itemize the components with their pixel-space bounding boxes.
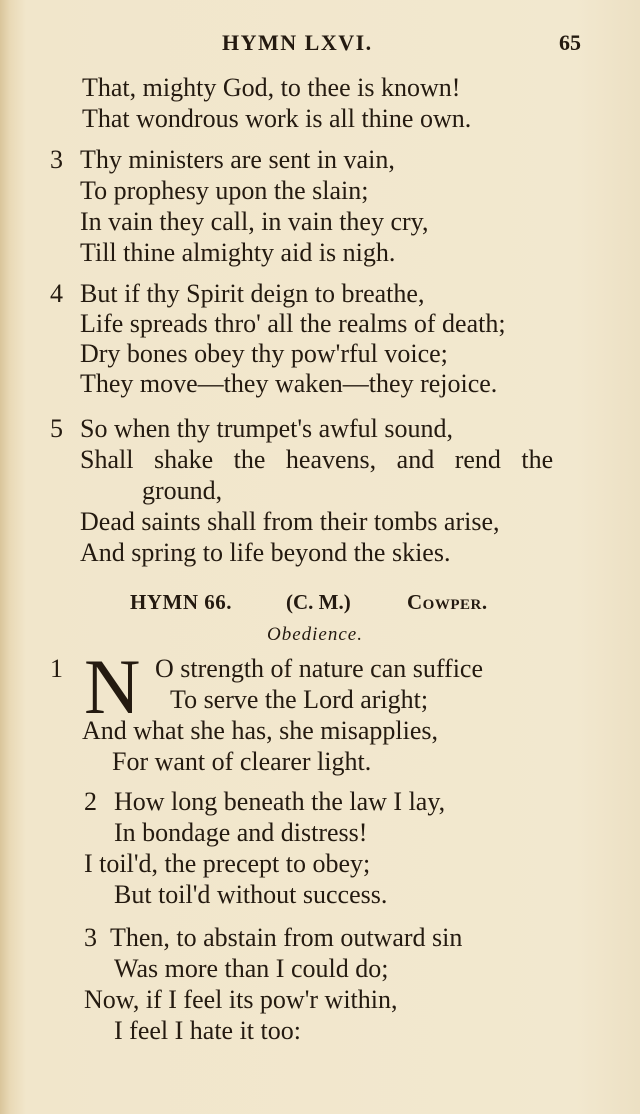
verse-line: I feel I hate it too: — [114, 1016, 301, 1045]
verse-line: To serve the Lord aright; — [170, 685, 429, 714]
verse-line: That, mighty God, to thee is known! — [82, 73, 461, 102]
verse-line: Shall shake the heavens, and rend the — [80, 445, 554, 474]
stanza-number: 4 — [50, 279, 63, 308]
hymn-meter: (C. M.) — [286, 590, 351, 614]
verse-line: How long beneath the law I lay, — [114, 787, 446, 816]
verse-line: But toil'd without success. — [114, 880, 388, 909]
verse-line: They move—they waken—they rejoice. — [80, 369, 498, 398]
hymn-heading — [0, 590, 640, 620]
verse-line: Now, if I feel its pow'r within, — [84, 985, 398, 1014]
stanza-number: 3 — [50, 145, 63, 174]
verse-line: Was more than I could do; — [114, 954, 389, 983]
stanza-number: 5 — [50, 414, 63, 443]
verse-line: In vain they call, in vain they cry, — [80, 207, 429, 236]
verse-line: Thy ministers are sent in vain, — [80, 145, 395, 174]
hymn-author: Cowper. — [407, 590, 488, 614]
verse-line: Then, to abstain from outward sin — [110, 923, 463, 952]
running-head — [0, 30, 640, 60]
verse-line: To prophesy upon the slain; — [80, 176, 369, 205]
verse-line: O strength of nature can suffice — [155, 654, 484, 683]
verse-line: And what she has, she misapplies, — [82, 716, 439, 745]
stanza-number: 3 — [84, 923, 97, 952]
verse-line: And spring to life beyond the skies. — [80, 538, 451, 567]
stanza-number: 2 — [84, 787, 97, 816]
verse-line: Dead saints shall from their tombs arise, — [80, 507, 500, 536]
page-number: 65 — [559, 30, 581, 55]
verse-line: I toil'd, the precept to obey; — [84, 849, 371, 878]
hymn-title: HYMN 66. — [130, 590, 232, 614]
verse-line: Dry bones obey thy pow'rful voice; — [80, 339, 448, 368]
verse-line: So when thy trumpet's awful sound, — [80, 414, 453, 443]
verse-line: That wondrous work is all thine own. — [82, 104, 472, 133]
verse-line: Till thine almighty aid is nigh. — [80, 238, 396, 267]
hymn-subject: Obedience. — [267, 624, 363, 645]
verse-line: For want of clearer light. — [112, 747, 372, 776]
running-head-title: HYMN LXVI. — [222, 30, 373, 55]
verse-line: But if thy Spirit deign to breathe, — [80, 279, 425, 308]
drop-cap: N — [84, 643, 141, 730]
verse-line: Life spreads thro' all the realms of death; — [80, 309, 506, 338]
verse-line: ground, — [142, 476, 223, 505]
stanza-number: 1 — [50, 654, 63, 683]
verse-line: In bondage and distress! — [114, 818, 368, 847]
